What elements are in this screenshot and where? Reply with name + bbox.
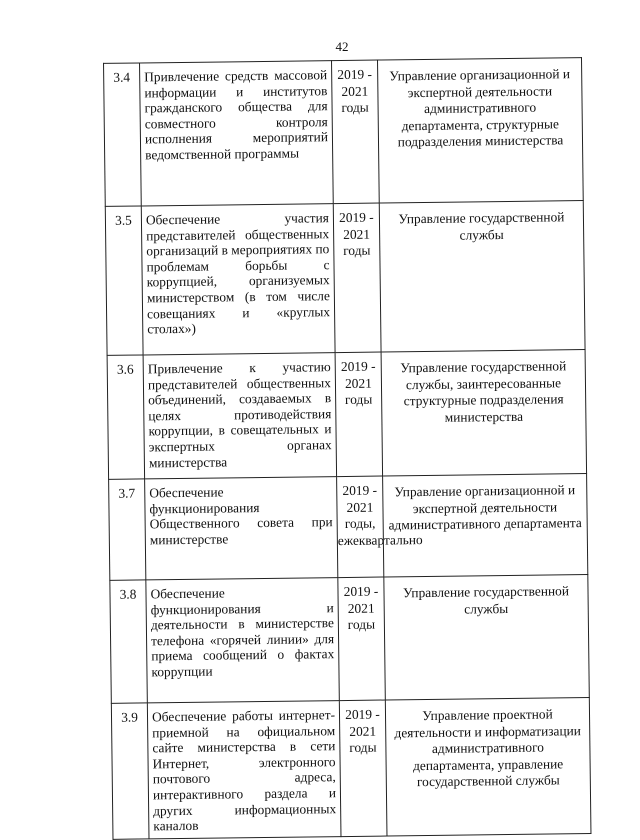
item-responsible: Управление организационной и экспертной деятельности административного департамента (383, 474, 588, 577)
item-number: 3.6 (107, 355, 145, 479)
item-description: Обеспечение участия представителей общественных организаций в мероприятиях по проблемам борьбы с коррупцией, организуемых министерством (в том числе совещаниях и «круглых столах») (141, 204, 335, 355)
table-row (111, 698, 591, 840)
table-row (107, 350, 586, 480)
item-term: 2019 - 2021 годы (339, 700, 387, 836)
item-term: 2019 - 2021 годы (338, 577, 385, 701)
item-term: 2019 - 2021 годы (333, 203, 381, 353)
item-term: 2019 - 2021 годы (335, 352, 383, 477)
item-responsible: Управление организационной и экспертной деятельности административного департамента, структурные подразделения министерства (378, 58, 584, 203)
item-term: 2019 - 2021 годы, ежеквартально (337, 476, 384, 578)
item-number: 3.4 (104, 63, 142, 206)
item-number: 3.8 (110, 580, 148, 703)
item-description: Обеспечение функционирования Общественного совета при министерстве (145, 477, 338, 580)
measures-table-wrapper (103, 57, 590, 834)
item-responsible: Управление проектной деятельности и информатизации административного департамента, управление государственной службы (385, 698, 591, 836)
item-description: Обеспечение работы интернет-приемной на официальном сайте министерства в сети Интернет, электронного почтового адреса, интерактивного раздела и других информационных каналов (147, 701, 341, 839)
item-responsible: Управление государственной службы (379, 201, 585, 352)
item-description: Привлечение средств массовой информации и институтов гражданского общества для совместного контроля исполнения мероприятий ведомственной программы (140, 61, 334, 206)
item-description: Привлечение к участию представителей общественных объединений, создаваемых в целях противодействия коррупции, в совещательных и экспертных органах министерства (143, 353, 337, 479)
item-term: 2019 - 2021 годы (332, 60, 380, 204)
page-number: 42 (335, 39, 349, 54)
table-row (104, 58, 584, 207)
item-responsible: Управление государственной службы, заинтересованные структурные подразделения министерства (381, 350, 586, 476)
item-number: 3.7 (109, 479, 146, 580)
table-row (105, 201, 585, 356)
table-row (110, 575, 589, 704)
item-number: 3.5 (105, 206, 143, 355)
table-row (109, 474, 588, 581)
item-responsible: Управление государственной службы (384, 575, 589, 700)
item-number: 3.9 (111, 703, 149, 839)
measures-table (103, 57, 591, 840)
item-description: Обеспечение функционирования и деятельности в министерстве телефона «горячей линии» для приема сообщений о фактах коррупции (146, 578, 339, 703)
